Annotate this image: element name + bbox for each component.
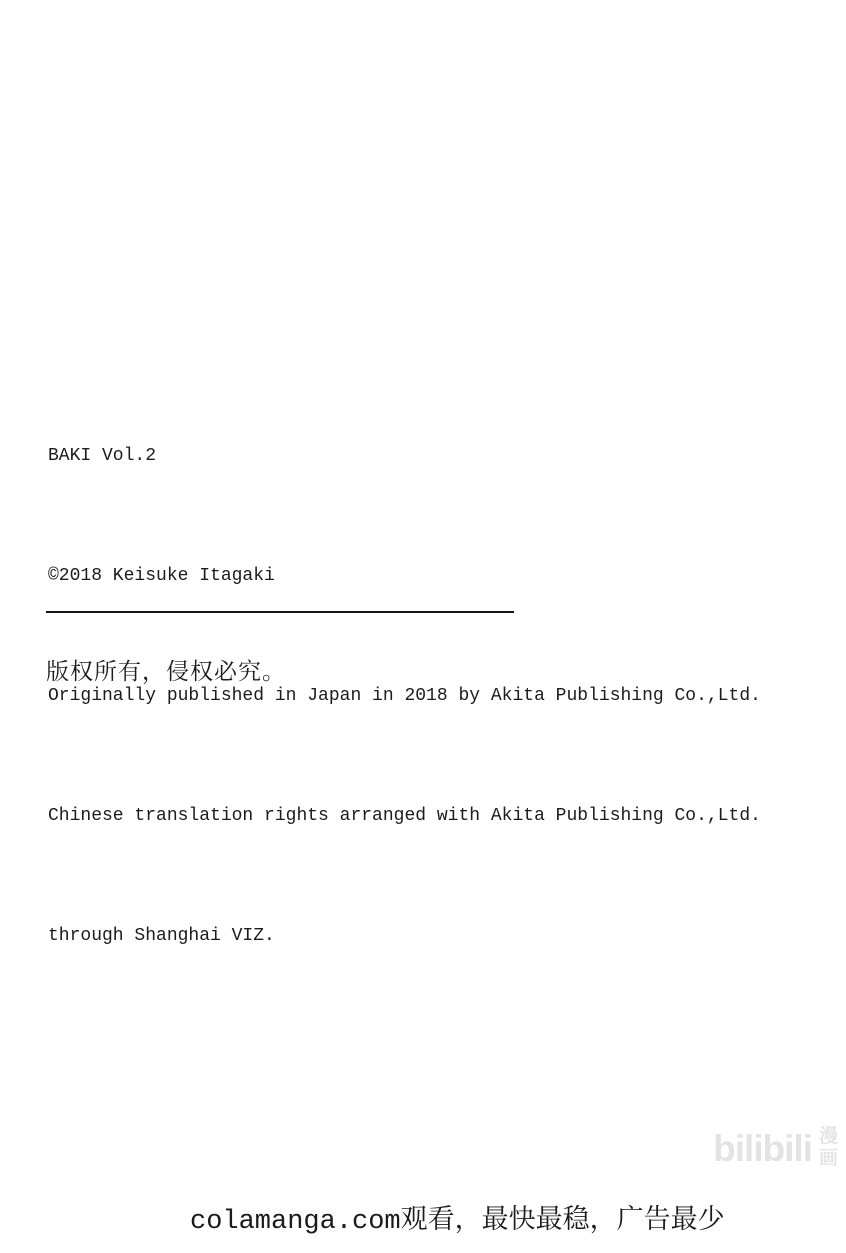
site-promo-text: colamanga.com观看，最快最稳，广告最少: [190, 1207, 725, 1237]
copyright-line-translation-rights: Chinese translation rights arranged with Akita Publishing Co.,Ltd.: [48, 806, 761, 826]
rights-notice-text: 版权所有，侵权必究。: [46, 659, 286, 684]
copyright-line-publisher: Originally published in Japan in 2018 by Akita Publishing Co.,Ltd.: [48, 686, 761, 706]
copyright-line-author: ©2018 Keisuke Itagaki: [48, 566, 275, 586]
bilibili-comics-watermark: [713, 1126, 838, 1170]
bilibili-logo-manhua-top: 漫: [818, 1126, 838, 1147]
copyright-line-title: BAKI Vol.2: [48, 446, 157, 466]
divider-line: [46, 611, 514, 613]
copyright-line-agent: through Shanghai VIZ.: [48, 926, 275, 946]
bilibili-logo-manhua-label: [819, 1126, 838, 1170]
bilibili-logo-wordmark: bilibili: [713, 1127, 812, 1169]
bilibili-logo-manhua-bottom: 画: [818, 1148, 838, 1169]
copyright-block: [48, 356, 761, 1036]
